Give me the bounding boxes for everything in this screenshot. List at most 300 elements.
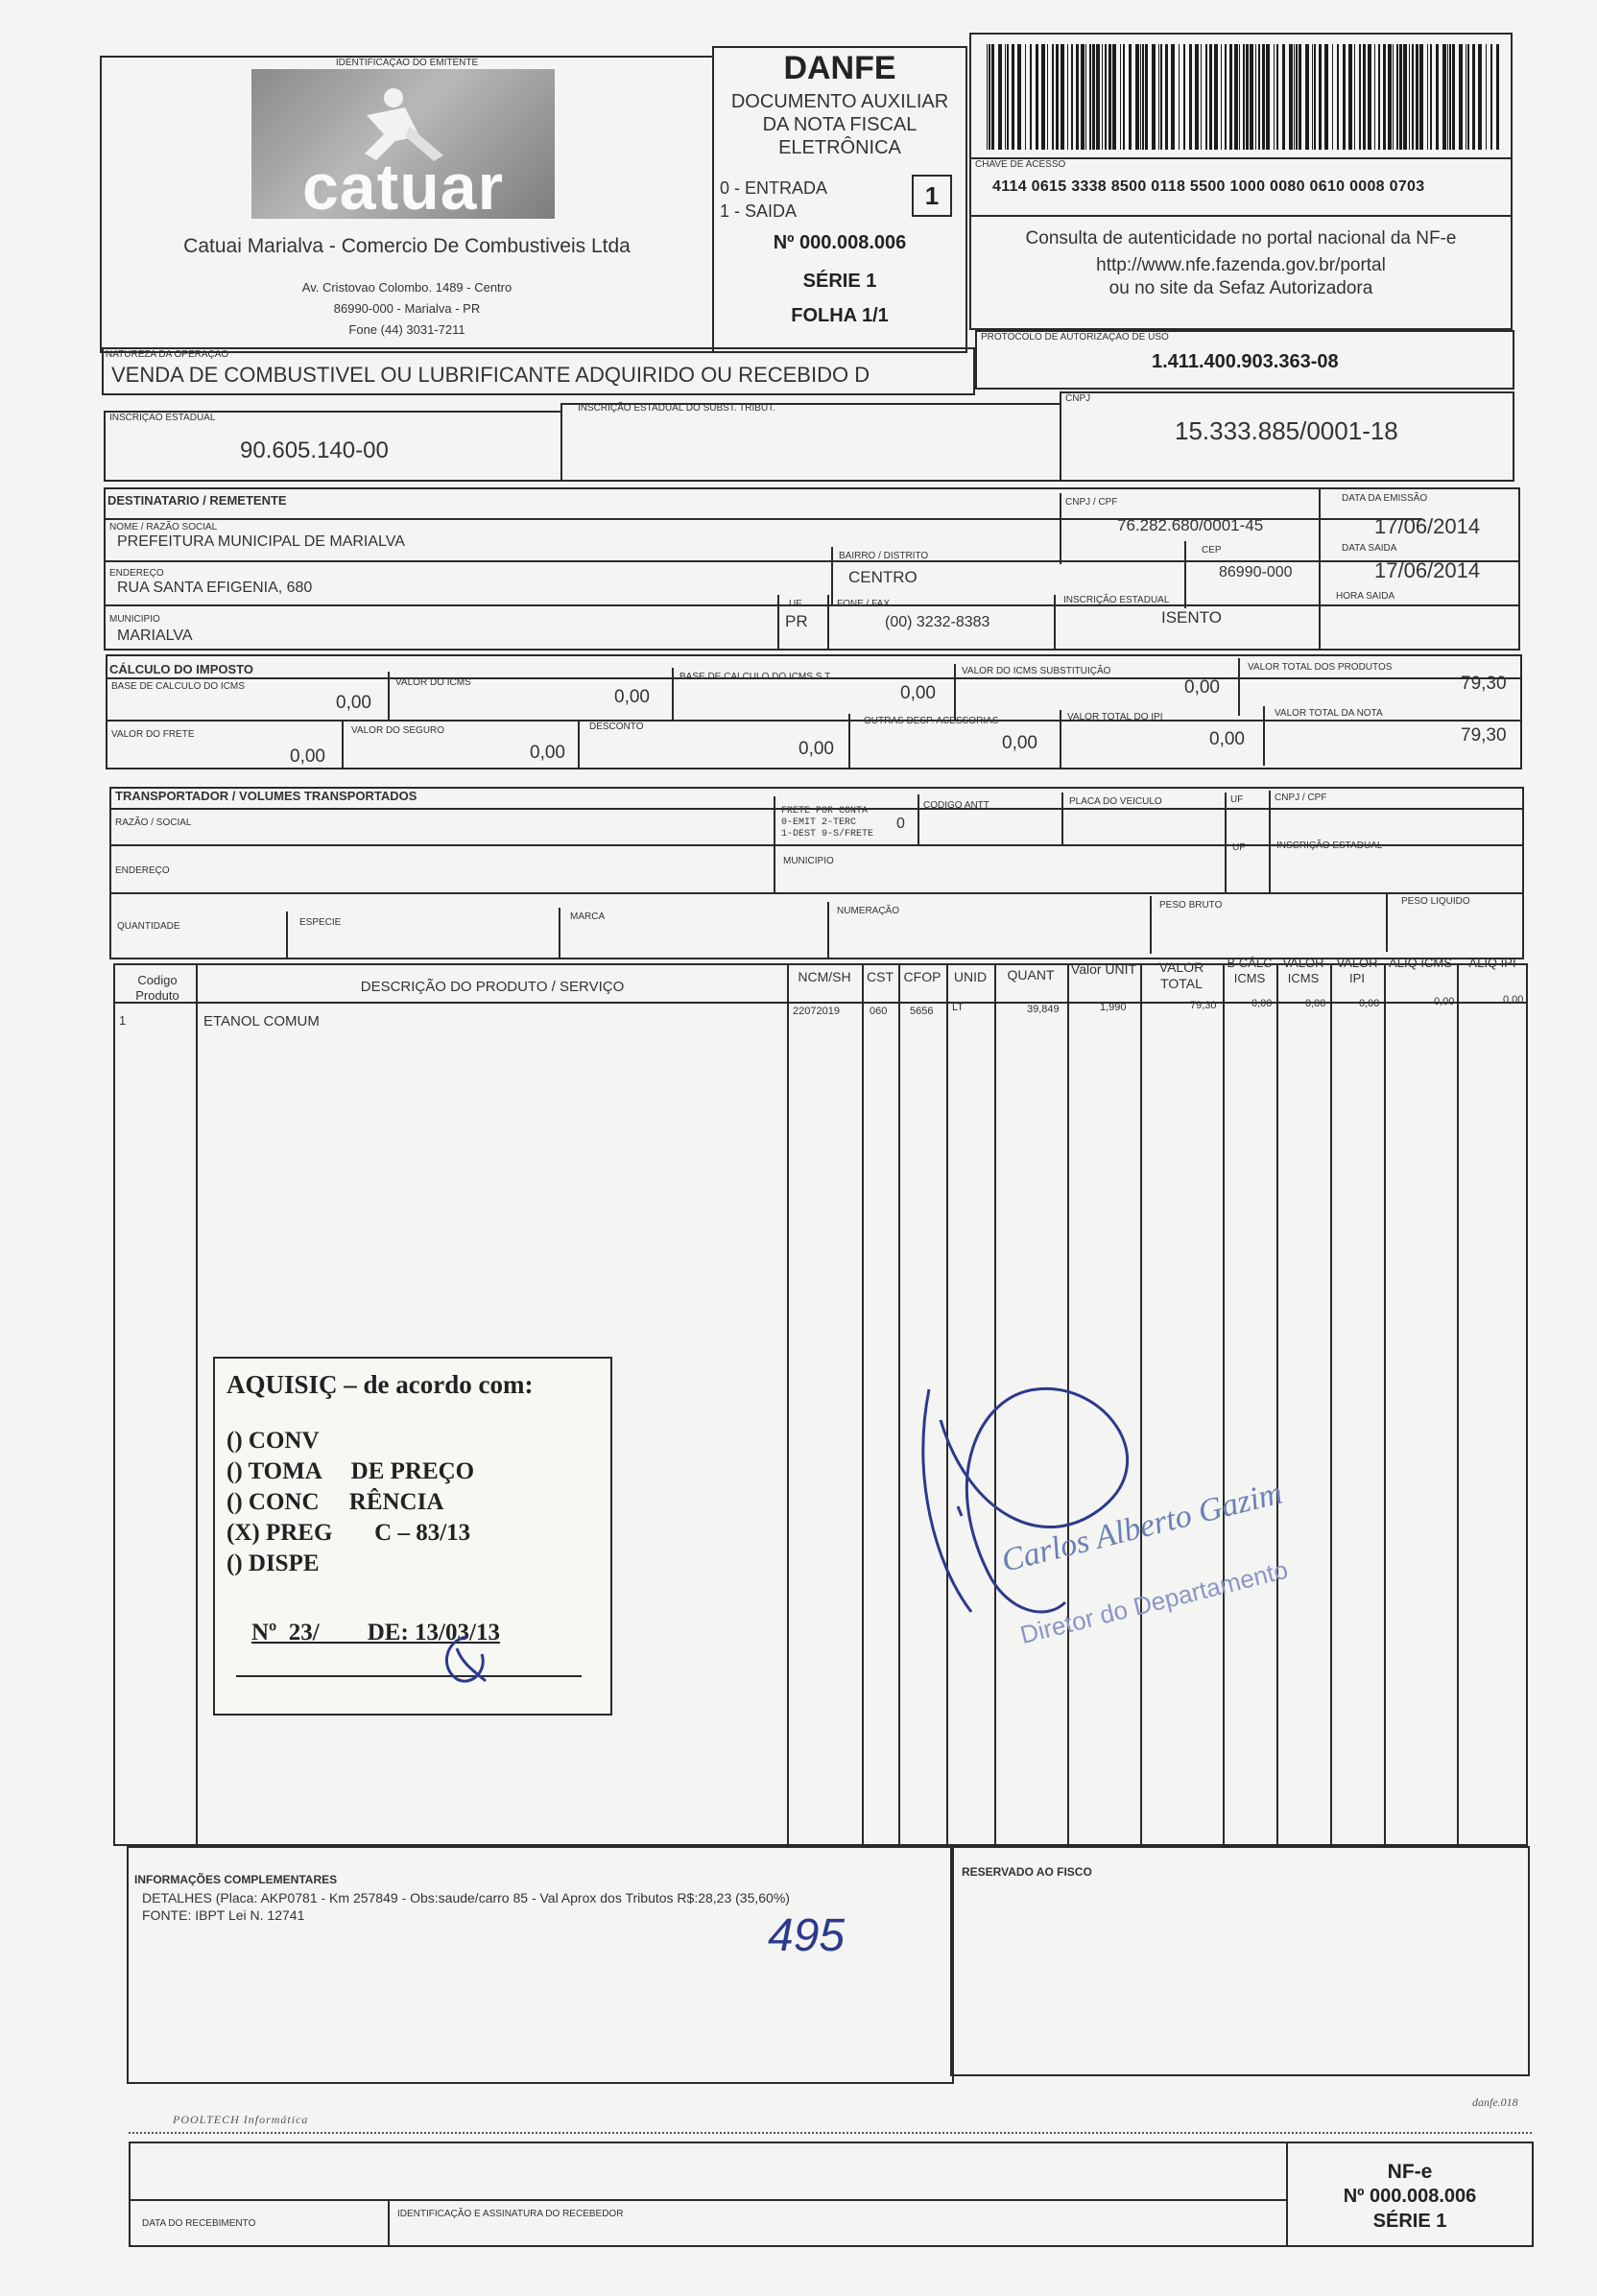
cnpj-label: CNPJ xyxy=(1065,393,1091,404)
imposto-outras-label: OUTRAS DESP. ACESSORIAS xyxy=(864,716,999,726)
barcode-bar xyxy=(1189,44,1192,150)
dest-nome-label: NOME / RAZÃO SOCIAL xyxy=(109,522,218,533)
barcode-bar xyxy=(1089,44,1091,150)
imposto-v-st: 0,00 xyxy=(1184,677,1220,698)
imposto-bc-st: 0,00 xyxy=(900,683,936,703)
dest-cep-label: CEP xyxy=(1202,545,1222,556)
barcode-bar xyxy=(1294,44,1295,150)
info-linha1: DETALHES (Placa: AKP0781 - Km 257849 - Obs:saude/carro 85 - Val Aprox dos Tributos R$:28,23 (35,60%) xyxy=(142,1890,790,1905)
transp-vline-placa xyxy=(1061,793,1063,844)
info-handwritten: 495 xyxy=(768,1910,846,1961)
emitente-label: IDENTIFICAÇÃO DO EMITENTE xyxy=(335,58,479,68)
imposto-outras: 0,00 xyxy=(1002,733,1037,753)
protocolo-value: 1.411.400.903.363-08 xyxy=(1152,351,1339,372)
dest-hline-3 xyxy=(104,604,1520,606)
barcode-bar xyxy=(1221,44,1222,150)
row-bc-icms: 0,00 xyxy=(1251,998,1273,1009)
barcode-bar xyxy=(1179,44,1180,150)
transp-ie-label: INSCRIÇÃO ESTADUAL xyxy=(1276,840,1383,851)
barcode-bar xyxy=(1047,44,1048,150)
signature-stamp-role: Diretor do Departamento xyxy=(1017,1554,1291,1650)
natureza-value: VENDA DE COMBUSTIVEL OU LUBRIFICANTE ADQUIRIDO OU RECEBIDO D xyxy=(111,363,870,387)
barcode-bar xyxy=(998,44,1002,150)
transp-qtd-label: QUANTIDADE xyxy=(117,921,180,932)
consulta-line1: Consulta de autenticidade no portal nacional da NF-e xyxy=(1025,228,1457,249)
stamp-initials-icon xyxy=(428,1629,505,1696)
barcode-bar xyxy=(1467,44,1469,150)
emitente-logo xyxy=(251,69,555,224)
barcode-bar xyxy=(1234,44,1238,150)
barcode-bar xyxy=(1496,44,1499,150)
imposto-vline-7 xyxy=(848,714,850,769)
barcode-bar xyxy=(1081,44,1085,150)
barcode-bar xyxy=(1337,44,1339,150)
dest-bairro-label: BAIRRO / DISTRITO xyxy=(839,551,929,561)
stamp-title: AQUISIÇ – de acordo com: xyxy=(226,1370,534,1399)
canhoto-numero: Nº 000.008.006 xyxy=(1343,2186,1477,2207)
dest-vline-ie xyxy=(1054,595,1056,651)
imposto-vline-2 xyxy=(672,668,674,722)
imposto-bc-st-label: BASE DE CALCULO DO ICMS S.T. xyxy=(679,672,832,682)
dest-emissao: 17/06/2014 xyxy=(1374,514,1481,538)
ie-st-box xyxy=(560,403,1061,482)
column-divider xyxy=(1223,963,1225,1846)
stamp-opt4: (X) PREG C – 83/13 xyxy=(226,1520,471,1546)
dest-ie: ISENTO xyxy=(1161,608,1222,627)
dest-vline-uf xyxy=(777,595,779,651)
barcode-bar xyxy=(1076,44,1079,150)
row-aliq-ipi: 0,00 xyxy=(1503,994,1524,1006)
barcode-bar xyxy=(1449,44,1451,150)
cut-line xyxy=(129,2132,1532,2134)
imposto-vline-9 xyxy=(1263,706,1265,766)
barcode-bar xyxy=(1409,44,1410,150)
barcode-bar xyxy=(1152,44,1156,150)
header-aliq-ipi: ALIQ IPI xyxy=(1468,956,1516,970)
barcode-bar xyxy=(1096,44,1100,150)
barcode-bar xyxy=(1017,44,1021,150)
stamp-signature-line xyxy=(236,1675,582,1677)
transp-endereco-label: ENDEREÇO xyxy=(115,865,170,876)
column-divider xyxy=(1330,963,1332,1846)
barcode-bar xyxy=(1041,44,1045,150)
imposto-desconto-label: DESCONTO xyxy=(589,722,644,732)
emitente-nome: Catuai Marialva - Comercio De Combustiveis Ltda xyxy=(183,235,631,257)
barcode-bar xyxy=(1158,44,1159,150)
barcode-bar xyxy=(1319,44,1322,150)
barcode-bar xyxy=(1025,44,1026,150)
barcode-bar xyxy=(1442,44,1446,150)
barcode-bar xyxy=(1160,44,1162,150)
transp-marca-label: MARCA xyxy=(570,911,606,922)
fisco-label: RESERVADO AO FISCO xyxy=(962,1865,1092,1879)
barcode-bar xyxy=(1459,44,1463,150)
barcode-bar xyxy=(1135,44,1139,150)
barcode-bar xyxy=(1258,44,1260,150)
danfe-tipo: 1 xyxy=(912,175,952,217)
emitente-fone: Fone (44) 3031-7211 xyxy=(348,322,465,337)
transp-vline-uf xyxy=(1225,793,1227,892)
chave-value: 4114 0615 3338 8500 0118 5500 1000 0080 0610 0008 0703 xyxy=(992,178,1425,195)
transp-frete-val: 0 xyxy=(896,816,905,832)
dest-municipio: MARIALVA xyxy=(117,627,193,644)
imposto-vline-5 xyxy=(342,722,344,769)
barcode-bar xyxy=(1007,44,1009,150)
barcode-bar xyxy=(1229,44,1232,150)
barcode-bar xyxy=(1374,44,1375,150)
barcode-bar xyxy=(1427,44,1428,150)
barcode-bar xyxy=(1067,44,1068,150)
barcode-bar xyxy=(1085,44,1086,150)
dest-section-label: DESTINATARIO / REMETENTE xyxy=(107,493,287,508)
header-v-ipi: VALOR IPI xyxy=(1336,956,1378,985)
row-codigo: 1 xyxy=(119,1013,127,1028)
transp-vline-num xyxy=(827,902,829,959)
barcode-bar xyxy=(1354,44,1355,150)
transp-uf-label: UF xyxy=(1230,794,1244,805)
imposto-v-icms: 0,00 xyxy=(614,687,650,707)
barcode-bar xyxy=(1005,44,1006,150)
dest-vline-data xyxy=(1319,487,1321,651)
barcode-bar xyxy=(1399,44,1402,150)
column-divider xyxy=(787,963,789,1846)
transp-municipio-label: MUNICIPIO xyxy=(783,856,834,866)
imposto-desconto: 0,00 xyxy=(798,739,834,759)
barcode-bar xyxy=(1123,44,1125,150)
transp-vline-frete xyxy=(774,796,775,892)
barcode-bar xyxy=(1266,44,1270,150)
barcode-bar xyxy=(1105,44,1107,150)
stamp-opt1: () CONV xyxy=(226,1428,320,1454)
dest-box xyxy=(104,487,1520,651)
barcode-bar xyxy=(1378,44,1380,150)
dest-endereco-label: ENDEREÇO xyxy=(109,568,164,579)
barcode-bar xyxy=(1314,44,1316,150)
barcode-bar xyxy=(1282,44,1285,150)
transp-frete-l2: 0-EMIT 2-TERC xyxy=(781,817,857,828)
barcode-bar xyxy=(1165,44,1168,150)
dest-hline-2 xyxy=(104,560,1520,562)
barcode-bar xyxy=(1092,44,1095,150)
row-v-icms: 0,00 xyxy=(1305,998,1326,1009)
dest-bairro: CENTRO xyxy=(848,568,918,586)
dest-hora-label: HORA SAIDA xyxy=(1336,591,1395,602)
transp-uf2-label: UF xyxy=(1232,842,1246,853)
header-codigo: Codigo Produto xyxy=(135,973,179,1003)
barcode-bar xyxy=(1225,44,1227,150)
barcode-bar xyxy=(1262,44,1265,150)
transp-vline-marca xyxy=(559,908,560,959)
barcode-bar xyxy=(1012,44,1014,150)
barcode-bar xyxy=(991,44,994,150)
dest-emissao-label: DATA DA EMISSÃO xyxy=(1342,493,1428,504)
barcode-bar xyxy=(1419,44,1423,150)
stamp-numero: Nº 23/ DE: 13/03/13 xyxy=(251,1620,500,1645)
transp-vline-bruto xyxy=(1150,896,1152,954)
ie-label: INSCRIÇÃO ESTADUAL xyxy=(109,413,216,423)
transp-liquido-label: PESO LIQUIDO xyxy=(1401,896,1470,907)
barcode-bar xyxy=(1250,44,1253,150)
imposto-bc-icms-label: BASE DE CALCULO DO ICMS xyxy=(111,681,245,692)
canhoto-ident-label: IDENTIFICAÇÃO E ASSINATURA DO RECEBEDOR xyxy=(397,2209,624,2219)
barcode-bar xyxy=(1447,44,1448,150)
barcode-bar xyxy=(1348,44,1352,150)
barcode-bar xyxy=(1478,44,1482,150)
dest-uf: PR xyxy=(785,612,808,630)
dest-saida-label: DATA SAIDA xyxy=(1342,543,1397,554)
aquisicao-stamp xyxy=(213,1357,612,1716)
barcode-bar xyxy=(1324,44,1328,150)
barcode-bar xyxy=(1312,44,1313,150)
header-ncm: NCM/SH xyxy=(798,969,851,984)
ie-st-label: INSCRIÇÃO ESTADUAL DO SUBST. TRIBUT. xyxy=(578,403,775,414)
row-quant: 39,849 xyxy=(1027,1004,1060,1015)
dest-municipio-label: MUNICIPIO xyxy=(109,614,160,625)
barcode-bar xyxy=(1209,44,1212,150)
header-vunit: Valor UNIT xyxy=(1070,961,1137,977)
header-vtotal: VALOR TOTAL xyxy=(1158,959,1204,991)
column-divider xyxy=(1276,963,1278,1846)
dest-endereco: RUA SANTA EFIGENIA, 680 xyxy=(117,580,313,596)
header-descricao: DESCRIÇÃO DO PRODUTO / SERVIÇO xyxy=(360,979,625,995)
canhoto-data-label: DATA DO RECEBIMENTO xyxy=(142,2218,256,2229)
barcode-bar xyxy=(1120,44,1121,150)
footer-software: POOLTECH Informática xyxy=(173,2113,309,2126)
danfe-title: DANFE xyxy=(783,50,896,86)
dest-fone: (00) 3232-8383 xyxy=(885,614,990,630)
imposto-seguro: 0,00 xyxy=(530,743,565,763)
barcode-bar xyxy=(1490,44,1492,150)
column-divider xyxy=(898,963,900,1846)
barcode-bar xyxy=(1140,44,1141,150)
barcode-bars xyxy=(973,44,1511,150)
transp-section-label: TRANSPORTADOR / VOLUMES TRANSPORTADOS xyxy=(115,789,417,803)
barcode-bar xyxy=(1243,44,1245,150)
transp-especie-label: ESPECIE xyxy=(299,917,342,928)
barcode-bar xyxy=(1255,44,1256,150)
imposto-v-prod: 79,30 xyxy=(1461,674,1507,694)
transp-vline-antt xyxy=(918,794,919,844)
imposto-ipi-label: VALOR TOTAL DO IPI xyxy=(1067,712,1163,722)
barcode-bar xyxy=(1205,44,1207,150)
barcode-bar xyxy=(1036,44,1038,150)
imposto-vline-8 xyxy=(1060,710,1061,769)
row-ncm: 22072019 xyxy=(793,1006,840,1017)
imposto-seguro-label: VALOR DO SEGURO xyxy=(351,725,445,736)
barcode-bar xyxy=(1274,44,1275,150)
barcode-bar xyxy=(1214,44,1218,150)
transp-razao-label: RAZÃO / SOCIAL xyxy=(115,817,192,828)
dest-vline-fone xyxy=(827,595,829,651)
row-cst: 060 xyxy=(870,1006,888,1017)
signature-stamp-name: Carlos Alberto Gazim xyxy=(998,1475,1286,1579)
barcode-bar xyxy=(1171,44,1175,150)
barcode-bar xyxy=(1129,44,1132,150)
imposto-section-label: CÁLCULO DO IMPOSTO xyxy=(109,662,253,676)
barcode-bar xyxy=(1343,44,1346,150)
row-aliq-icms: 0,00 xyxy=(1434,996,1455,1007)
imposto-vline-1 xyxy=(388,672,390,722)
emitente-endereco: Av. Cristovao Colombo. 1489 - Centro xyxy=(301,280,512,295)
transp-antt-label: CODIGO ANTT xyxy=(923,800,989,811)
consulta-line3: ou no site da Sefaz Autorizadora xyxy=(1108,278,1373,298)
barcode-bar xyxy=(1472,44,1475,150)
header-bc-icms: B CÁLC ICMS xyxy=(1227,956,1273,985)
imposto-hline-2 xyxy=(106,720,1522,722)
column-divider xyxy=(1384,963,1386,1846)
canhoto-serie: SÉRIE 1 xyxy=(1372,2211,1447,2232)
row-descricao: ETANOL COMUM xyxy=(203,1013,320,1030)
barcode-bar xyxy=(1452,44,1455,150)
imposto-vline-4 xyxy=(1238,658,1240,716)
barcode-bar xyxy=(1052,44,1054,150)
row-unid: LT xyxy=(952,1002,965,1013)
dest-saida: 17/06/2014 xyxy=(1374,558,1481,582)
header-cst: CST xyxy=(867,969,894,984)
cnpj-value: 15.333.885/0001-18 xyxy=(1175,416,1398,445)
barcode-bar xyxy=(1056,44,1059,150)
protocolo-label: PROTOCOLO DE AUTORIZAÇÃO DE USO xyxy=(981,332,1169,343)
dest-vline-bairro xyxy=(831,547,833,606)
barcode-bar xyxy=(1368,44,1371,150)
imposto-nota: 79,30 xyxy=(1461,725,1507,746)
barcode-bar xyxy=(1030,44,1032,150)
imposto-vline-6 xyxy=(578,720,580,769)
dest-fone-label: FONE / FAX xyxy=(837,599,891,609)
imposto-vline-3 xyxy=(954,664,956,722)
header-unid: UNID xyxy=(953,969,988,984)
barcode xyxy=(969,33,1513,157)
canhoto-nfe: NF-e xyxy=(1387,2161,1433,2183)
emitente-cep-cidade: 86990-000 - Marialva - PR xyxy=(333,301,481,316)
dest-nome: PREFEITURA MUNICIPAL DE MARIALVA xyxy=(117,533,405,550)
footer-codigo: danfe.018 xyxy=(1472,2095,1518,2109)
barcode-bar xyxy=(1412,44,1414,150)
barcode-bar xyxy=(1299,44,1301,150)
imposto-bc-icms: 0,00 xyxy=(336,693,371,713)
stamp-opt5: () DISPE xyxy=(226,1550,320,1576)
dest-ie-label: INSCRIÇÃO ESTADUAL xyxy=(1063,595,1170,605)
row-v-ipi: 0,00 xyxy=(1359,998,1380,1009)
header-cfop: CFOP xyxy=(903,969,942,984)
danfe-subtitle: DOCUMENTO AUXILIAR DA NOTA FISCAL ELETRÔNICA xyxy=(730,91,949,158)
barcode-bar xyxy=(1416,44,1418,150)
transp-vline-cnpj xyxy=(1269,791,1271,892)
barcode-bar xyxy=(1201,44,1202,150)
row-vunit: 1,990 xyxy=(1100,1002,1127,1013)
consulta-line2: http://www.nfe.fazenda.gov.br/portal xyxy=(1096,255,1386,275)
row-vtotal: 79,30 xyxy=(1190,1000,1217,1011)
barcode-bar xyxy=(1486,44,1487,150)
dest-vline-cnpj xyxy=(1060,493,1061,564)
danfe-folha: FOLHA 1/1 xyxy=(791,305,889,326)
canhoto-hline xyxy=(129,2199,1286,2201)
barcode-bar xyxy=(1430,44,1432,150)
barcode-bar xyxy=(987,44,988,150)
chave-label: CHAVE DE ACESSO xyxy=(975,159,1066,170)
header-v-icms: VALOR ICMS xyxy=(1282,956,1324,985)
barcode-bar xyxy=(1108,44,1111,150)
dest-vline-cep xyxy=(1184,541,1186,608)
transp-hline-3 xyxy=(109,892,1524,894)
transp-vline-especie xyxy=(286,911,288,959)
header-aliq-icms: ALIQ ICMS xyxy=(1389,956,1452,970)
ie-value: 90.605.140-00 xyxy=(240,438,389,463)
imposto-v-st-label: VALOR DO ICMS SUBSTITUIÇÃO xyxy=(962,666,1111,676)
transp-numeracao-label: NUMERAÇÃO xyxy=(837,906,900,916)
barcode-bar xyxy=(1363,44,1366,150)
barcode-bar xyxy=(1388,44,1392,150)
transp-bruto-label: PESO BRUTO xyxy=(1159,900,1223,911)
barcode-bar xyxy=(1393,44,1394,150)
imposto-frete: 0,00 xyxy=(290,746,325,767)
logo-text: catuar xyxy=(301,151,505,224)
barcode-bar xyxy=(1061,44,1064,150)
barcode-bar xyxy=(1359,44,1361,150)
header-quant: QUANT xyxy=(1007,967,1055,982)
danfe-numero: Nº 000.008.006 xyxy=(773,232,907,253)
column-divider xyxy=(196,963,198,1846)
info-label: INFORMAÇÕES COMPLEMENTARES xyxy=(134,1873,338,1886)
danfe-saida: 1 - SAIDA xyxy=(720,201,798,221)
row-cfop: 5656 xyxy=(910,1006,934,1017)
barcode-bar xyxy=(1246,44,1249,150)
danfe-entrada: 0 - ENTRADA xyxy=(720,178,828,198)
barcode-bar xyxy=(1239,44,1240,150)
barcode-bar xyxy=(1071,44,1073,150)
barcode-bar xyxy=(1396,44,1398,150)
barcode-bar xyxy=(1305,44,1309,150)
imposto-nota-label: VALOR TOTAL DA NOTA xyxy=(1275,708,1383,719)
dest-cep: 86990-000 xyxy=(1219,564,1293,580)
barcode-bar xyxy=(1195,44,1199,150)
barcode-bar xyxy=(1112,44,1116,150)
natureza-label: NATUREZA DA OPERAÇÃO xyxy=(106,349,229,360)
barcode-bar xyxy=(1145,44,1148,150)
imposto-v-prod-label: VALOR TOTAL DOS PRODUTOS xyxy=(1248,662,1393,673)
imposto-v-icms-label: VALOR DO ICMS xyxy=(395,677,471,688)
barcode-bar xyxy=(1403,44,1407,150)
dest-uf-label: UF xyxy=(789,599,802,609)
barcode-bar xyxy=(1276,44,1278,150)
fisco-box xyxy=(950,1846,1530,2076)
column-divider xyxy=(862,963,864,1846)
dest-cnpj: 76.282.680/0001-45 xyxy=(1117,516,1264,534)
barcode-bar xyxy=(1436,44,1439,150)
danfe-serie: SÉRIE 1 xyxy=(802,271,877,292)
canhoto-vline-1 xyxy=(388,2199,390,2247)
transp-frete-l3: 1-DEST 9-S/FRETE xyxy=(781,829,874,840)
transp-vline-liq xyxy=(1386,892,1388,952)
transp-cnpj-label: CNPJ / CPF xyxy=(1275,793,1327,803)
imposto-frete-label: VALOR DO FRETE xyxy=(111,729,195,740)
dest-cnpj-label: CNPJ / CPF xyxy=(1065,497,1118,508)
barcode-bar xyxy=(1296,44,1298,150)
barcode-bar xyxy=(1332,44,1333,150)
transp-frete-l1: FRETE POR CONTA xyxy=(781,806,869,817)
barcode-bar xyxy=(1142,44,1144,150)
barcode-bar xyxy=(1289,44,1293,150)
barcode-bar xyxy=(1102,44,1103,150)
stamp-opt3: () CONC RÊNCIA xyxy=(226,1489,444,1515)
transp-placa-label: PLACA DO VEICULO xyxy=(1069,796,1162,807)
barcode-bar xyxy=(989,44,990,150)
barcode-bar xyxy=(1383,44,1386,150)
stamp-opt2: () TOMA DE PREÇO xyxy=(226,1458,475,1484)
column-divider xyxy=(1457,963,1459,1846)
info-linha2: FONTE: IBPT Lei N. 12741 xyxy=(142,1907,305,1923)
barcode-bar xyxy=(1183,44,1185,150)
